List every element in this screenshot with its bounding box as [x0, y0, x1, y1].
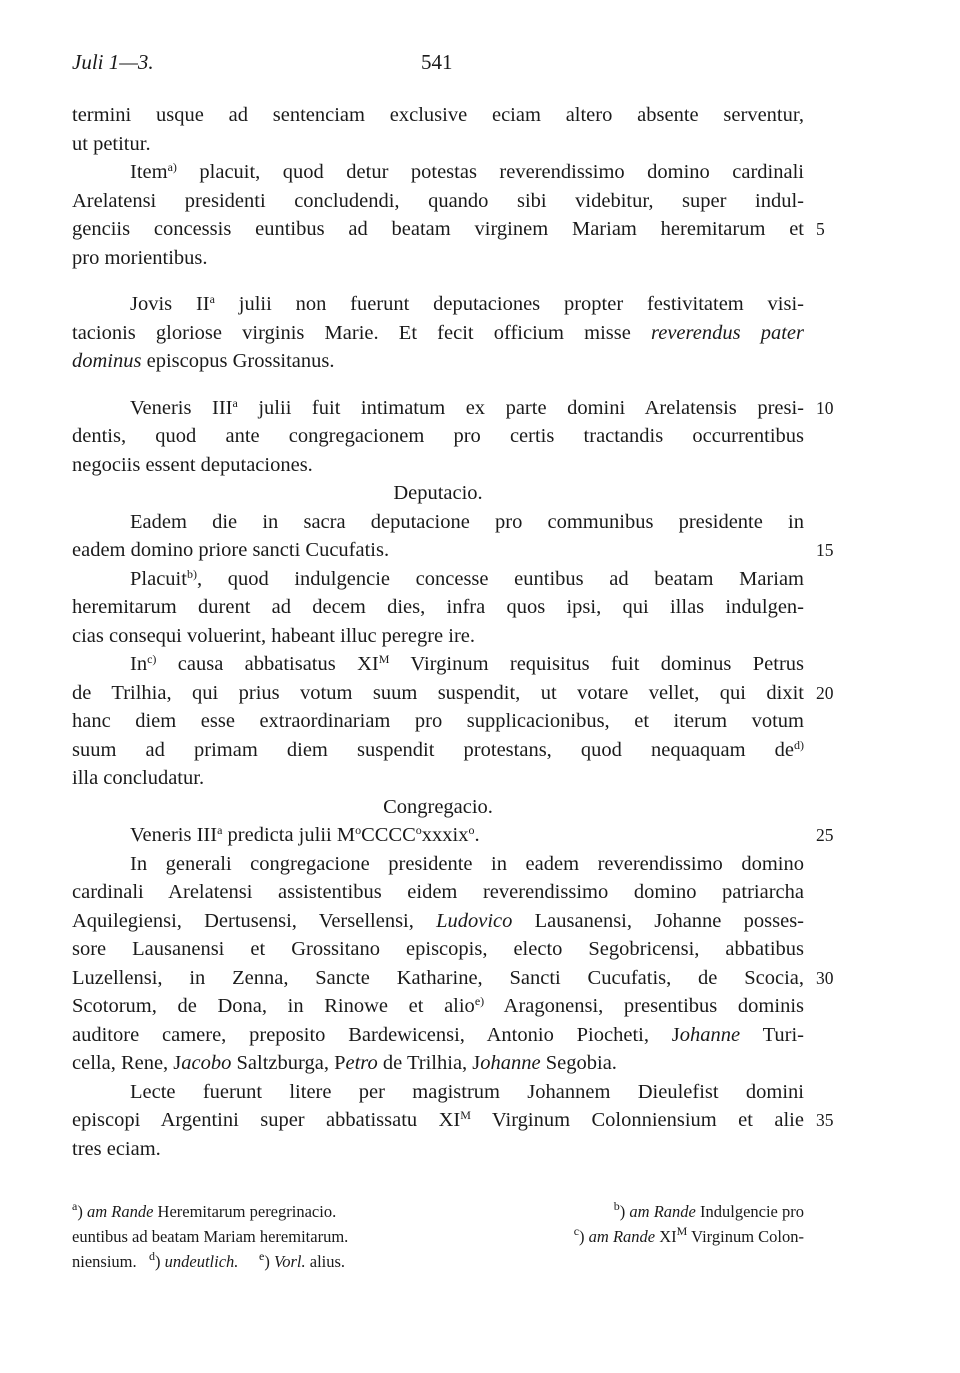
- line-number: 20: [816, 682, 834, 703]
- text-line: hanc diem esse extraordinariam pro supplicacionibus, et iterum votum: [72, 710, 804, 732]
- line-number: 25: [816, 825, 834, 845]
- text-line: Item$^{a)}$ placuit, quod detur potestas reverendissimo domino cardinali: [130, 160, 804, 183]
- footnote: $^a$) am Rande Heremitarum peregrinacio.: [72, 1199, 337, 1221]
- body-text: [72, 101, 834, 1163]
- page-number: 541: [421, 50, 453, 74]
- text-line: Jovis $II^a$ julii non fuerunt deputaciones propter festivitatem visi-: [130, 292, 804, 315]
- text-line: de Trilhia, qui prius votum suum suspendit, ut votare vellet, qui dixit 20: [72, 679, 804, 708]
- line-number: 15: [816, 540, 834, 560]
- text-line: auditore camere, preposito Bardewicensi, Antonio Piocheti, Johanne Turi-: [72, 1023, 804, 1046]
- footnote-line: [72, 1249, 804, 1274]
- line-number: 35: [816, 1110, 834, 1130]
- footnotes: [72, 1199, 804, 1274]
- line-number: 30: [816, 967, 834, 988]
- text-line: Lecte fuerunt litere per magistrum Johannem Dieulefist domini: [130, 1080, 804, 1103]
- text-line: ut petitur.: [72, 132, 151, 155]
- line-number: 10: [816, 397, 834, 418]
- text-line: Eadem die in sacra deputacione pro communibus presidente in: [130, 510, 804, 533]
- line-number: 5: [816, 219, 825, 239]
- text-line: In$^{c)}$ causa abbatisatus $XI^M$ Virginum requisitus fuit dominus Petrus: [130, 652, 804, 675]
- text-line: episcopi Argentini super abbatissatu $XI^M$ Virginum Colonniensium et alie 35: [72, 1106, 804, 1135]
- footnote: euntibus ad beatam Mariam heremitarum.: [72, 1227, 349, 1246]
- text-line: cella, Rene, Jacobo Saltzburga, Petro de Trilhia, Johanne Segobia.: [72, 1052, 617, 1074]
- footnote-line: [72, 1199, 804, 1224]
- text-line: dominus episcopus Grossitanus.: [72, 350, 335, 372]
- text-line: cardinali Arelatensi assistentibus eidem reverendissimo domino patriarcha: [72, 881, 804, 903]
- text-line: eadem domino priore sancti Cucufatis. 15: [72, 536, 804, 565]
- text-line: Congregacio.: [383, 795, 493, 818]
- page-header: [72, 50, 812, 80]
- text-line: Arelatensi presidenti concludendi, quando sibi videbitur, super indul-: [72, 189, 804, 212]
- text-line: tres eciam.: [72, 1137, 161, 1160]
- text-line: heremitarum durent ad decem dies, infra quos ipsi, qui illas indulgen-: [72, 596, 804, 618]
- text-line: sore Lausanensi et Grossitano episcopis, electo Segobricensi, abbatibus: [72, 938, 804, 960]
- footnote: niensium. $^d$) undeutlich. $^e$) Vorl. alius.: [72, 1249, 346, 1271]
- text-line: suum ad primam diem suspendit protestans, quod nequaquam $de^{d)}$: [72, 737, 804, 761]
- text-line: termini usque ad sentenciam exclusive eciam altero absente serventur,: [72, 104, 804, 126]
- text-line: Veneris III$^a$ predicta julii $M^oCCCC^oxxxix^o$. 25: [72, 821, 804, 850]
- text-line: genciis concessis euntibus ad beatam virginem Mariam heremitarum et 5: [72, 215, 804, 244]
- text-line: Aquilegiensi, Dertusensi, Versellensi, Ludovico Lausanensi, Johanne posses-: [72, 909, 804, 932]
- text-line: In generali congregacione presidente in eadem reverendissimo domino: [130, 852, 804, 875]
- text-line: illa concludatur.: [72, 767, 205, 789]
- text-line: Placuit$^{b)}$, quod indulgencie concesse euntibus ad beatam Mariam: [130, 566, 804, 590]
- footnote-line: [72, 1224, 804, 1249]
- text-line: Veneris III$^a$ julii fuit intimatum ex parte domini Arelatensis presi- 10: [72, 394, 804, 423]
- footnote: $^b$) am Rande Indulgencie pro: [613, 1199, 804, 1221]
- text-line: negociis essent deputaciones.: [72, 453, 313, 476]
- text-line: tacionis gloriose virginis Marie. Et fecit officium misse reverendus pater: [72, 321, 804, 344]
- text-line: Luzellensi, in Zenna, Sancte Katharine, Sancti Cucufatis, de Scocia, 30: [72, 964, 804, 993]
- text-line: dentis, quod ante congregacionem pro certis tractandis occurrentibus: [72, 425, 804, 447]
- text-line: cias consequi voluerint, habeant illuc peregre ire.: [72, 624, 476, 647]
- footnote: $^c$) am Rande $XI^M$ Virginum Colon-: [573, 1224, 804, 1246]
- text-line: Deputacio.: [393, 482, 483, 504]
- text-line: Scotorum, de Dona, in Rinowe et alio$^{e)}$ Aragonensi, presentibus dominis: [72, 994, 804, 1017]
- running-head: Juli 1—3.: [72, 50, 154, 74]
- text-line: pro morientibus.: [72, 246, 208, 269]
